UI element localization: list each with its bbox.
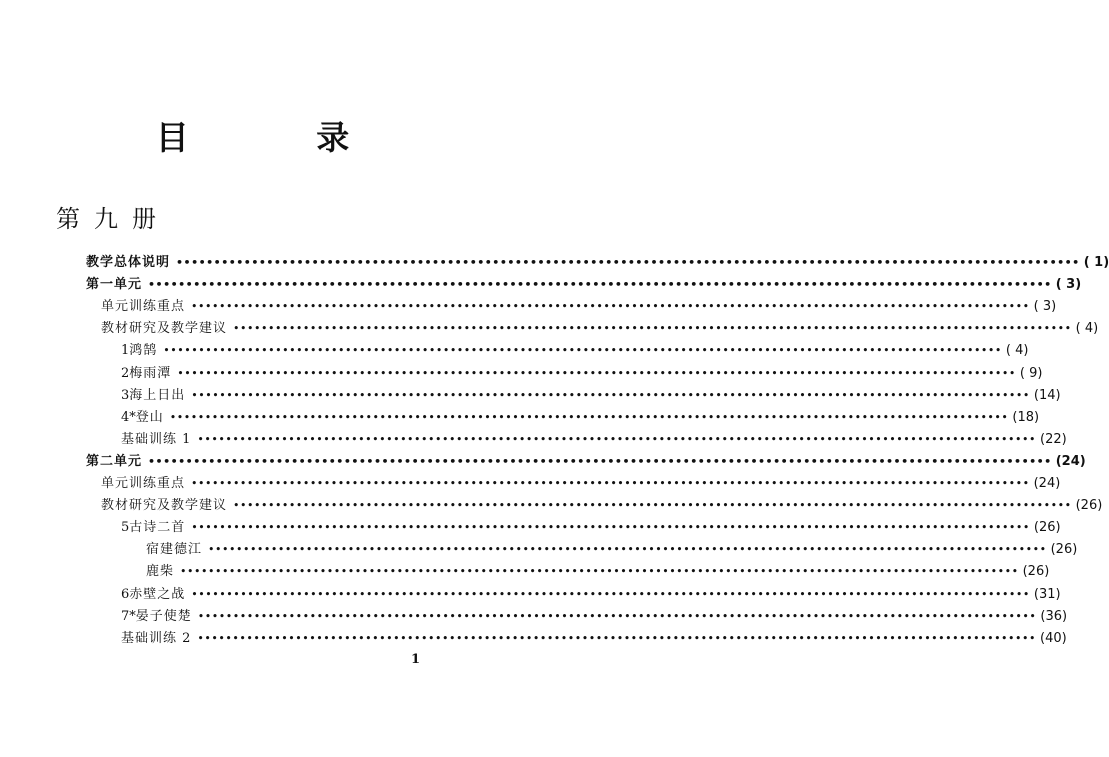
volume-title: 第九册 xyxy=(56,205,170,233)
toc-entry-number: 5 xyxy=(121,520,130,535)
toc-entry xyxy=(86,252,1109,274)
toc-entry-page: (24) xyxy=(1055,454,1086,469)
dot-leader: •••••••••••••••••••••••••••••••••••••••••••••••••••••••••••••••••••••••••••••••••••••••••••••••••••••••••••••••••••••••• xyxy=(233,322,1072,335)
dot-leader: •••••••••••••••••••••••••••••••••••••••••••••••••••••••••••••••••••••••••••••••••••••••••••••••••••••••••••••••••••••••• xyxy=(197,632,1036,645)
dot-leader: •••••••••••••••••••••••••••••••••••••••••••••••••••••••••••••••••••••••••••••••••••••••••••••••••••••••••••••••••••••••• xyxy=(148,455,1052,468)
dot-leader: •••••••••••••••••••••••••••••••••••••••••••••••••••••••••••••••••••••••••••••••••••••••••••••••••••••••••••••••••••••••• xyxy=(191,521,1030,534)
toc-entry xyxy=(101,473,1061,495)
toc-entry-title: 梅雨潭 xyxy=(129,366,172,381)
dot-leader: •••••••••••••••••••••••••••••••••••••••••••••••••••••••••••••••••••••••••••••••••••••••••••••••••••••••••••••••••••••••• xyxy=(208,543,1047,556)
toc-entry-page: (26) xyxy=(1075,498,1103,513)
toc-entry-title: 基础训练 1 xyxy=(121,432,192,447)
toc-entry xyxy=(121,517,1061,539)
toc-entry-title: 鸿鹄 xyxy=(129,343,158,358)
toc-entry-page: (26) xyxy=(1022,564,1050,579)
toc-entry-page: (18) xyxy=(1012,410,1040,425)
toc-entry-title: 海上日出 xyxy=(129,388,186,403)
toc-entry xyxy=(121,584,1061,606)
dot-leader: •••••••••••••••••••••••••••••••••••••••••••••••••••••••••••••••••••••••••••••••••••••••••••••••••••••••••••••••••••••••• xyxy=(191,300,1030,313)
toc-entry xyxy=(121,429,1067,451)
toc-entry-page: (26) xyxy=(1050,542,1078,557)
toc-entry-page: ( 4) xyxy=(1005,343,1029,358)
toc-entry-number: 6 xyxy=(121,587,130,602)
toc-entry-page: (24) xyxy=(1033,476,1061,491)
toc-entry xyxy=(121,606,1068,628)
dot-leader: •••••••••••••••••••••••••••••••••••••••••••••••••••••••••••••••••••••••••••••••••••••••••••••••••••••••••••••••••••••••• xyxy=(180,565,1019,578)
dot-leader: •••••••••••••••••••••••••••••••••••••••••••••••••••••••••••••••••••••••••••••••••••••••••••••••••••••••••••••••••••••••• xyxy=(233,499,1072,512)
toc-entry-number: 3 xyxy=(121,388,130,403)
toc-entry xyxy=(101,318,1099,340)
toc-entry xyxy=(101,296,1057,318)
toc-entry-title: 古诗二首 xyxy=(129,520,186,535)
toc-entry-title: 教材研究及教学建议 xyxy=(101,321,228,336)
toc-entry xyxy=(121,363,1043,385)
toc-entry xyxy=(86,451,1086,473)
toc-entry-number: 2 xyxy=(121,366,130,381)
toc-entry-title: 教材研究及教学建议 xyxy=(101,498,228,513)
toc-entry-title: 宿建德江 xyxy=(146,542,203,557)
toc-entry-page: (31) xyxy=(1033,587,1061,602)
toc-entry-page: (14) xyxy=(1033,388,1061,403)
toc-entry-title: 单元训练重点 xyxy=(101,299,186,314)
dot-leader: •••••••••••••••••••••••••••••••••••••••••••••••••••••••••••••••••••••••••••••••••••••••••••••••••••••••••••••••••••••••• xyxy=(197,433,1036,446)
toc-entry-title: 鹿柴 xyxy=(146,564,175,579)
toc-entry-page: ( 4) xyxy=(1075,321,1099,336)
toc-entry-page: (40) xyxy=(1040,631,1067,646)
toc-entry-page: ( 9) xyxy=(1019,366,1043,381)
toc-entry-number: 7* xyxy=(121,609,136,624)
toc-entry-page: (22) xyxy=(1040,432,1067,447)
toc-entry-page: ( 3) xyxy=(1033,299,1057,314)
dot-leader: •••••••••••••••••••••••••••••••••••••••••••••••••••••••••••••••••••••••••••••••••••••••••••••••••••••••••••••••••••••••• xyxy=(148,278,1052,291)
toc-entry xyxy=(121,407,1040,429)
toc-entry xyxy=(121,628,1067,650)
toc-entry-title: 第一单元 xyxy=(86,277,143,292)
toc-entry-page: (36) xyxy=(1040,609,1068,624)
toc-entry xyxy=(121,340,1029,362)
toc-entry xyxy=(146,561,1050,583)
toc-entry-title: 晏子使楚 xyxy=(135,609,192,624)
toc-entry-title: 第二单元 xyxy=(86,454,143,469)
toc-entry xyxy=(121,385,1061,407)
dot-leader: •••••••••••••••••••••••••••••••••••••••••••••••••••••••••••••••••••••••••••••••••••••••••••••••••••••••••••••••••••••••• xyxy=(191,477,1030,490)
toc-entry xyxy=(146,539,1078,561)
dot-leader: •••••••••••••••••••••••••••••••••••••••••••••••••••••••••••••••••••••••••••••••••••••••••••••••••••••••••••••••••••••••• xyxy=(191,588,1030,601)
toc-entry xyxy=(101,495,1103,517)
toc-entry-title: 单元训练重点 xyxy=(101,476,186,491)
dot-leader: •••••••••••••••••••••••••••••••••••••••••••••••••••••••••••••••••••••••••••••••••••••••••••••••••••••••••••••••••••••••• xyxy=(197,610,1037,623)
page-number: 1 xyxy=(411,652,421,667)
dot-leader: •••••••••••••••••••••••••••••••••••••••••••••••••••••••••••••••••••••••••••••••••••••••••••••••••••••••••••••••••••••••• xyxy=(176,256,1080,269)
dot-leader: •••••••••••••••••••••••••••••••••••••••••••••••••••••••••••••••••••••••••••••••••••••••••••••••••••••••••••••••••••••••• xyxy=(169,411,1009,424)
toc-entry-page: (26) xyxy=(1033,520,1061,535)
dot-leader: •••••••••••••••••••••••••••••••••••••••••••••••••••••••••••••••••••••••••••••••••••••••••••••••••••••••••••••••••••••••• xyxy=(191,389,1030,402)
toc-entry-page: ( 3) xyxy=(1055,277,1082,292)
toc-entry-title: 赤壁之战 xyxy=(129,587,186,602)
toc-entry xyxy=(86,274,1082,296)
dot-leader: •••••••••••••••••••••••••••••••••••••••••••••••••••••••••••••••••••••••••••••••••••••••••••••••••••••••••••••••••••••••• xyxy=(177,367,1016,380)
toc-entry-number: 4* xyxy=(121,410,136,425)
toc-entry-title: 教学总体说明 xyxy=(86,255,171,270)
toc-entry-page: ( 1) xyxy=(1083,255,1109,270)
toc-entry-title: 基础训练 2 xyxy=(121,631,192,646)
dot-leader: •••••••••••••••••••••••••••••••••••••••••••••••••••••••••••••••••••••••••••••••••••••••••••••••••••••••••••••••••••••••• xyxy=(163,344,1002,357)
toc-entry-number: 1 xyxy=(121,343,130,358)
toc-entry-title: 登山 xyxy=(135,410,164,425)
page-title: 目 录 xyxy=(155,118,408,157)
